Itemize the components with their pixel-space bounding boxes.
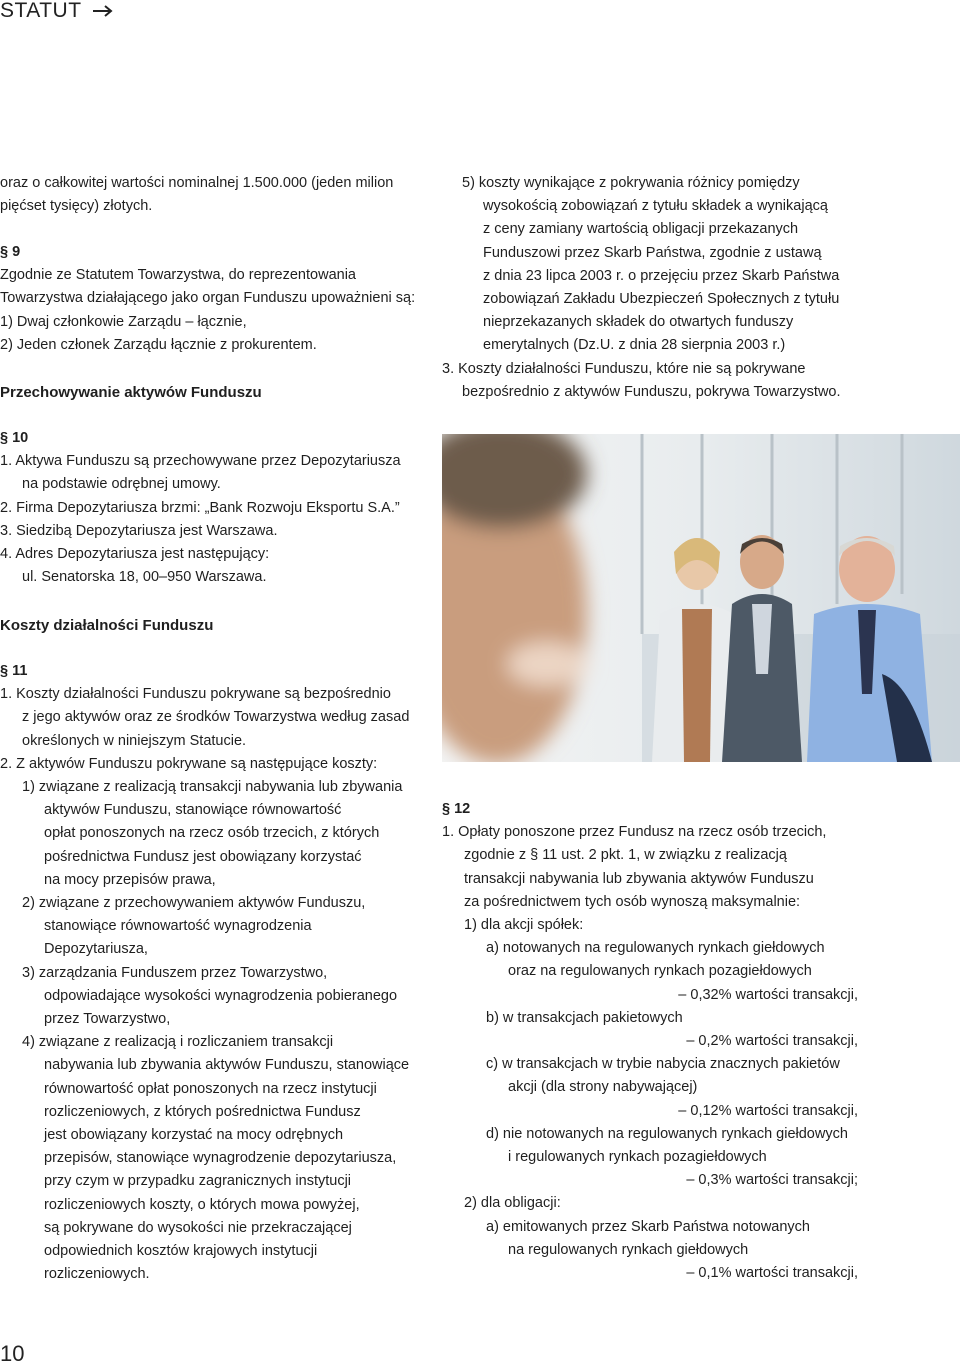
text-line: i regulowanych rynkach pozagiełdowych	[508, 1149, 767, 1166]
section-number: 10	[12, 430, 29, 446]
text-line: pośrednictwa Fundusz jest obowiązany korzystać	[44, 848, 362, 865]
text-line: – 0,3% wartości transakcji;	[686, 1172, 858, 1189]
text-line: rozliczeniowych, z których pośrednictwa Fundusz	[44, 1103, 361, 1120]
text-line: oraz o całkowitej wartości nominalnej 1.500.000 (jeden milion	[0, 175, 394, 191]
text-line: 2) Jeden członek Zarządu łącznie z prokurentem.	[0, 336, 317, 353]
text-line: ul. Senatorska 18, 00–950 Warszawa.	[22, 569, 267, 586]
text-line: równowartość opłat ponoszonych na rzecz instytucji	[44, 1080, 377, 1097]
text-line: przez Towarzystwo,	[44, 1011, 171, 1028]
text-line: z jego aktywów oraz ze środków Towarzystwa według zasad	[22, 709, 410, 726]
text-line: a) emitowanych przez Skarb Państwa notowanych	[486, 1218, 810, 1235]
text-line: z dnia 23 lipca 2003 r. o przejęciu przez Skarb Państwa	[483, 267, 840, 284]
text-line: 1) dla akcji spółek:	[464, 917, 584, 934]
text-line: 4) związane z realizacją i rozliczaniem transakcji	[22, 1034, 334, 1051]
text-line: Funduszowi przez Skarb Państwa, zgodnie z ustawą	[483, 244, 822, 261]
section-10	[0, 427, 430, 589]
text-line: transakcji nabywania lub zbywania aktywów Funduszu	[464, 870, 814, 887]
text-line: odpowiadające wysokości wynagrodzenia pobieranego	[44, 987, 398, 1004]
text-line: 4. Adres Depozytariusza jest następujący:	[0, 546, 270, 563]
text-line: 1) związane z realizacją transakcji nabywania lub zbywania	[22, 779, 403, 796]
section-12	[442, 798, 960, 1285]
text-line: emerytalnych (Dz.U. z dnia 28 sierpnia 2003 r.)	[483, 337, 786, 354]
text-line: na podstawie odrębnej umowy.	[22, 476, 221, 493]
section-number: 11	[12, 663, 28, 679]
text-line: 2. Firma Depozytariusza brzmi: „Bank Rozwoju Eksportu S.A.”	[0, 499, 400, 516]
text-line: są pokrywane do wysokości nie przekraczającej	[44, 1219, 352, 1236]
text-line: na mocy przepisów prawa,	[44, 871, 216, 888]
text-line: 1. Koszty działalności Funduszu pokrywane są bezpośrednio	[0, 686, 391, 703]
heading-koszty: Koszty działalności Funduszu	[0, 617, 214, 634]
text-line: przepisów, stanowiące wynagrodzenie depozytariusza,	[44, 1150, 397, 1167]
text-line: nabywania lub zbywania aktywów Funduszu, stanowiące	[44, 1057, 410, 1074]
text-line: 3. Koszty działalności Funduszu, które nie są pokrywane	[442, 360, 806, 377]
section-11	[0, 660, 430, 1286]
text-line: przy czym w przypadku zagranicznych instytucji	[44, 1173, 352, 1190]
text-line: Zgodnie ze Statutem Towarzystwa, do reprezentowania	[0, 267, 356, 284]
text-line: aktywów Funduszu, stanowiące równowartość	[44, 802, 342, 819]
text-line: 3. Siedzibą Depozytariusza jest Warszawa.	[0, 522, 278, 539]
text-line: z ceny zamiany wartością obligacji przekazanych	[483, 221, 799, 238]
text-line: 1) Dwaj członkowie Zarządu – łącznie,	[0, 313, 247, 330]
section-mark: § 10	[0, 430, 29, 446]
section-number: 9	[12, 244, 21, 260]
text-line: a) notowanych na regulowanych rynkach giełdowych	[486, 940, 825, 957]
text-line: zgodnie z § 11 ust. 2 pkt. 1, w związku z realizacją	[464, 847, 787, 864]
text-line: – 0,12% wartości transakcji,	[678, 1102, 858, 1119]
text-line: pięćset tysięcy) złotych.	[0, 198, 153, 215]
section-mark: § 11	[0, 663, 28, 679]
text-line: wysokością zobowiązań z tytułu składek a wynikającą	[483, 198, 828, 215]
text-line: określonych w niniejszym Statucie.	[22, 732, 247, 749]
text-line: 5) koszty wynikające z pokrywania różnicy pomiędzy	[462, 175, 800, 191]
header-title: STATUT	[0, 0, 82, 22]
text-line: na regulowanych rynkach giełdowych	[508, 1241, 749, 1258]
text-line: stanowiące równowartość wynagrodzenia	[44, 918, 312, 935]
page-header	[0, 0, 114, 22]
text-line: b) w transakcjach pakietowych	[486, 1009, 683, 1026]
text-line: rozliczeniowych.	[44, 1266, 150, 1283]
text-line: zobowiązań Zakładu Ubezpieczeń Społecznych z tytułu	[483, 291, 840, 308]
text-line: d) nie notowanych na regulowanych rynkach giełdowych	[486, 1125, 848, 1142]
text-line: Towarzystwa działającego jako organ Funduszu upoważnieni są:	[0, 290, 416, 307]
page-number: 10	[0, 1341, 25, 1366]
arrow-right-icon	[92, 4, 114, 18]
section-9	[0, 241, 420, 357]
business-people-photo	[442, 434, 960, 762]
section-number: 12	[454, 801, 471, 817]
right-top-text	[442, 172, 960, 404]
text-line: 1. Opłaty ponoszone przez Fundusz na rzecz osób trzecich,	[442, 824, 827, 841]
text-line: – 0,1% wartości transakcji,	[686, 1265, 858, 1282]
text-line: nieprzekazanych składek do otwartych funduszy	[483, 314, 794, 331]
text-line: rozliczeniowych koszty, o których mowa powyżej,	[44, 1196, 360, 1213]
text-line: 1. Aktywa Funduszu są przechowywane przez Depozytariusza	[0, 453, 401, 470]
text-line: jest obowiązany korzystać na mocy odrębnych	[44, 1127, 344, 1144]
heading-przechowywanie: Przechowywanie aktywów Funduszu	[0, 384, 262, 401]
section-mark: § 9	[0, 244, 21, 260]
text-line: odpowiednich kosztów krajowych instytucji	[44, 1243, 318, 1260]
text-line: bezpośrednio z aktywów Funduszu, pokrywa Towarzystwo.	[462, 383, 841, 400]
section-mark: § 12	[442, 801, 471, 817]
text-line: – 0,2% wartości transakcji,	[686, 1033, 858, 1050]
text-line: 2) związane z przechowywaniem aktywów Funduszu,	[22, 895, 366, 912]
left-top-text	[0, 172, 420, 218]
text-line: za pośrednictwem tych osób wynoszą maksymalnie:	[464, 893, 801, 910]
text-line: 2. Z aktywów Funduszu pokrywane są następujące koszty:	[0, 755, 378, 772]
text-line: c) w transakcjach w trybie nabycia znacznych pakietów	[486, 1056, 840, 1073]
text-line: opłat ponoszonych na rzecz osób trzecich, z których	[44, 825, 380, 842]
text-line: oraz na regulowanych rynkach pozagiełdowych	[508, 963, 812, 980]
text-line: 2) dla obligacji:	[464, 1195, 561, 1212]
text-line: akcji (dla strony nabywającej)	[508, 1079, 698, 1096]
text-line: 3) zarządzania Funduszem przez Towarzystwo,	[22, 964, 328, 981]
text-line: – 0,32% wartości transakcji,	[678, 986, 858, 1003]
text-line: Depozytariusza,	[44, 941, 148, 958]
